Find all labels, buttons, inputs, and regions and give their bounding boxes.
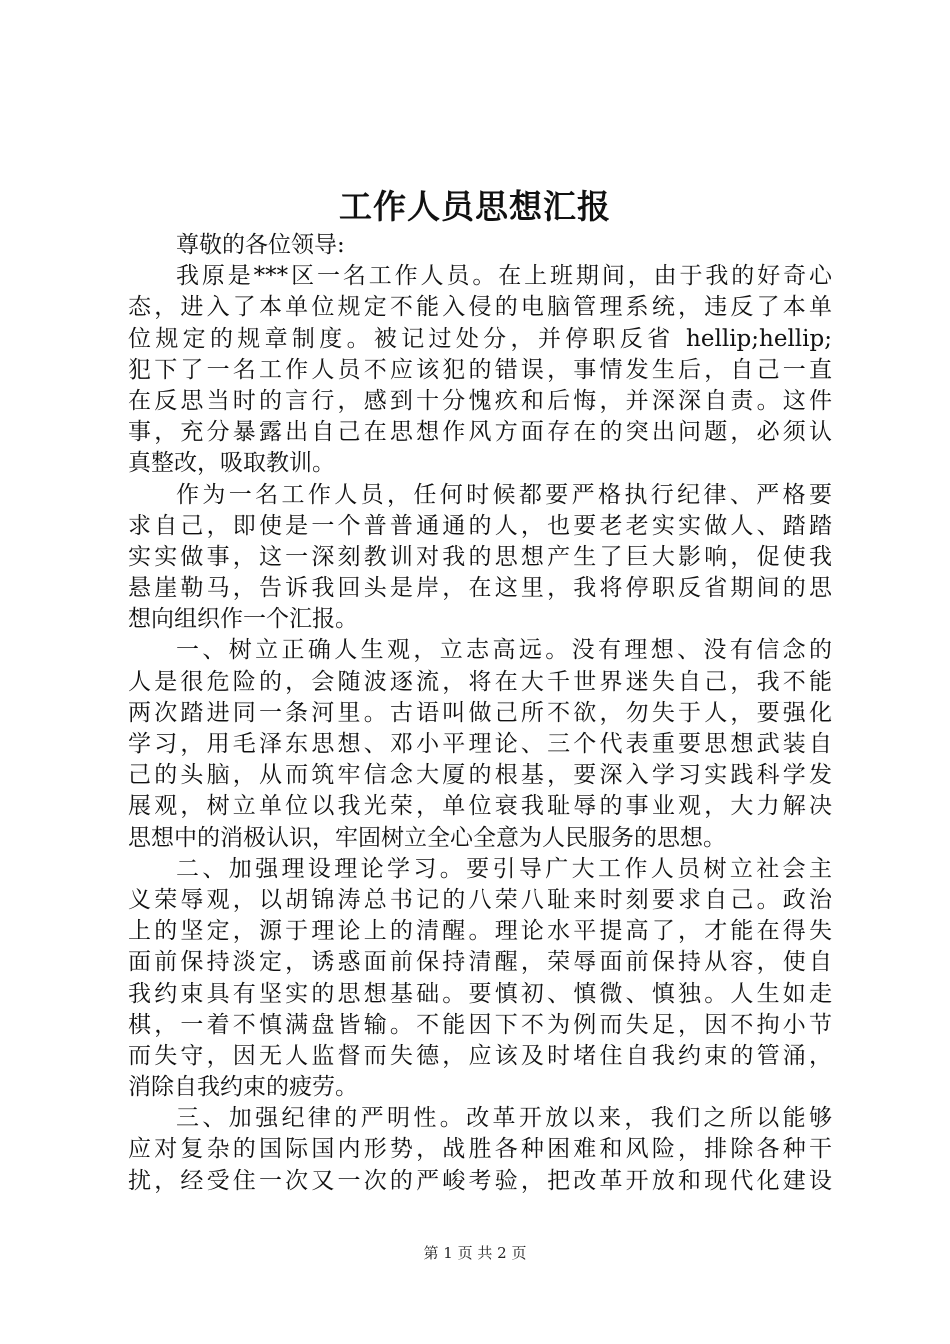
- body-line: 态，进入了本单位规定不能入侵的电脑管理系统，违反了本单: [128, 294, 832, 321]
- body-line: 在反思当时的言行，感到十分愧疚和后悔，并深深自责。这件: [128, 387, 832, 414]
- body-line: 思想中的消极认识，牢固树立全心全意为人民服务的思想。: [128, 824, 726, 851]
- body-line: 三、加强纪律的严明性。改革开放以来，我们之所以能够: [176, 1105, 832, 1132]
- body-line: 己的头脑，从而筑牢信念大厦的根基，要深入学习实践科学发: [128, 762, 832, 789]
- body-line: 位规定的规章制度。被记过处分，并停职反省 hellip;hellip;: [128, 325, 832, 352]
- body-line: 面前保持淡定，诱惑面前保持清醒，荣辱面前保持从容，使自: [128, 949, 832, 976]
- body-line: 消除自我约束的疲劳。: [128, 1074, 358, 1101]
- body-line: 作为一名工作人员，任何时候都要严格执行纪律、严格要: [176, 481, 832, 508]
- body-line: 实实做事，这一深刻教训对我的思想产生了巨大影响，促使我: [128, 543, 832, 570]
- body-line: 悬崖勒马，告诉我回头是岸，在这里，我将停职反省期间的思: [128, 575, 832, 602]
- body-line: 上的坚定，源于理论上的清醒。理论水平提高了，才能在得失: [128, 918, 832, 945]
- body-line: 想向组织作一个汇报。: [128, 606, 358, 633]
- body-line: 学习，用毛泽东思想、邓小平理论、三个代表重要思想武装自: [128, 731, 832, 757]
- body-line: 我原是***区一名工作人员。在上班期间，由于我的好奇心: [176, 263, 832, 290]
- document-body: [128, 230, 832, 1197]
- body-line: 展观，树立单位以我光荣，单位衰我耻辱的事业观，大力解决: [128, 793, 832, 820]
- body-line: 我约束具有坚实的思想基础。要慎初、慎微、慎独。人生如走: [128, 980, 832, 1007]
- body-line: 二、加强理设理论学习。要引导广大工作人员树立社会主: [176, 855, 832, 882]
- body-line: 义荣辱观，以胡锦涛总书记的八荣八耻来时刻要求自己。政治: [128, 886, 832, 913]
- body-line: 真整改，吸取教训。: [128, 450, 335, 477]
- page-footer: 第 1 页 共 2 页: [423, 1244, 527, 1262]
- body-line: 人是很危险的，会随波逐流，将在大千世界迷失自己，我不能: [128, 668, 832, 695]
- body-line: 尊敬的各位领导:: [176, 232, 345, 258]
- body-line: 扰，经受住一次又一次的严峻考验，把改革开放和现代化建设: [128, 1167, 832, 1194]
- body-line: 而失守，因无人监督而失德，应该及时堵住自我约束的管涌，: [128, 1042, 832, 1069]
- document-title: 工作人员思想汇报: [339, 187, 611, 226]
- body-line: 事，充分暴露出自己在思想作风方面存在的突出问题，必须认: [128, 419, 832, 446]
- body-line: 求自己，即使是一个普普通通的人，也要老老实实做人、踏踏: [128, 512, 832, 539]
- body-line: 一、树立正确人生观，立志高远。没有理想、没有信念的: [176, 637, 832, 664]
- body-line: 犯下了一名工作人员不应该犯的错误，事情发生后，自己一直: [128, 356, 832, 383]
- body-line: 两次踏进同一条河里。古语叫做己所不欲，勿失于人，要强化: [128, 699, 832, 726]
- body-line: 棋，一着不慎满盘皆输。不能因下不为例而失足，因不拘小节: [128, 1011, 832, 1038]
- body-line: 应对复杂的国际国内形势，战胜各种困难和风险，排除各种干: [128, 1136, 832, 1163]
